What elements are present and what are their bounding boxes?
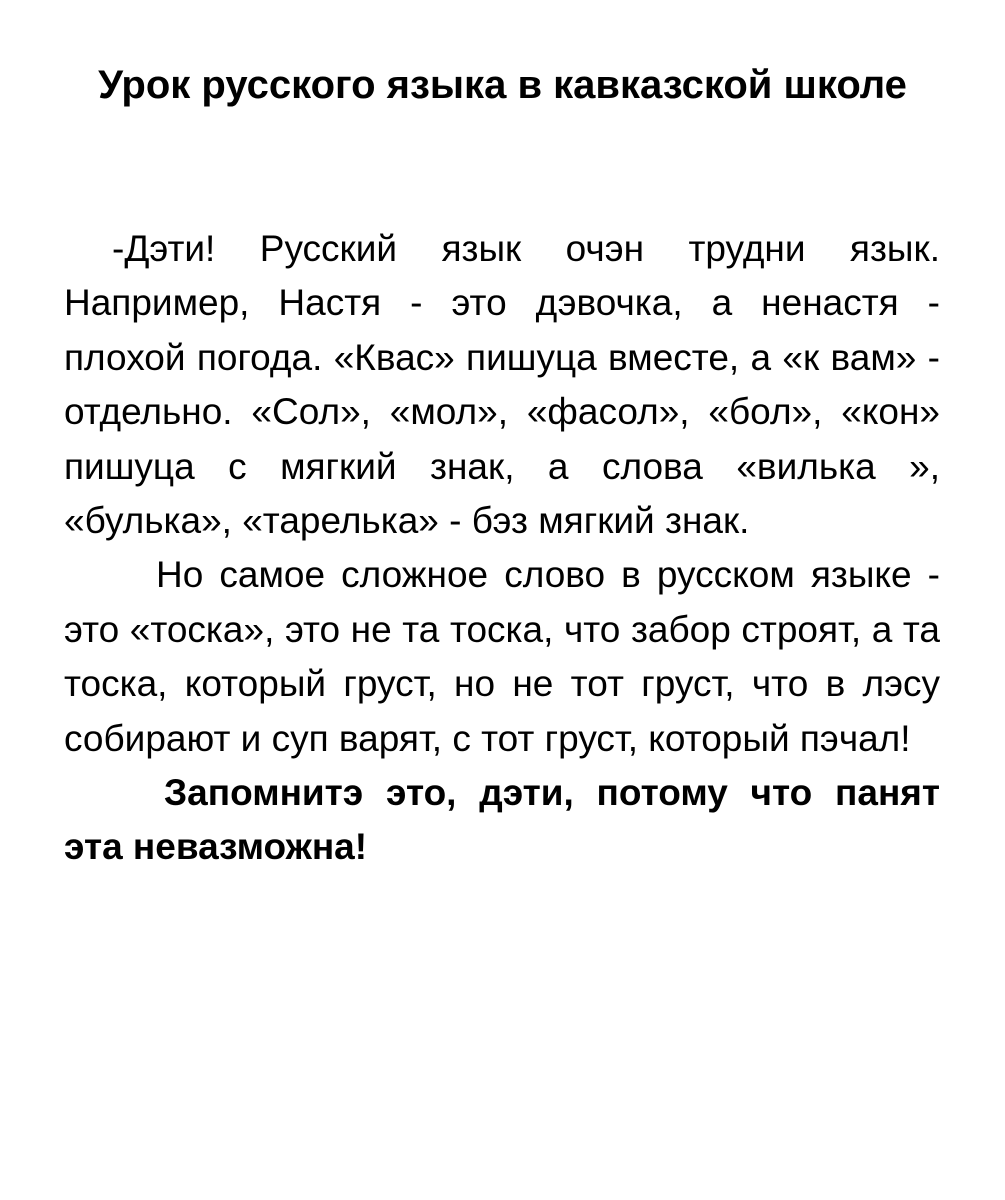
paragraph-conclusion: Запомнитэ это, дэти, потому что панят эта невазможна! xyxy=(64,772,940,868)
paragraph-toska: Но самое сложное слово в русском языке - это «тоска», это не та тоска, что забор строят, а та тоска, который груст, но не тот груст, что в лэсу собирают и суп варят, с тот груст, который пэчал! xyxy=(64,554,940,759)
document-body xyxy=(64,222,940,875)
paragraph-intro: -Дэти! Русский язык очэн трудни язык. Например, Настя - это дэвочка, а ненастя - плохой погода. «Квас» пишуца вместе, а «к вам» - отдельно. «Сол», «мол», «фасол», «бол», «кон» пишуца с мягкий знак, а слова «вилька », «булька», «тарелька» - бэз мягкий знак. xyxy=(64,228,940,542)
document-title: Урок русского языка в кавказской школе xyxy=(98,63,907,107)
